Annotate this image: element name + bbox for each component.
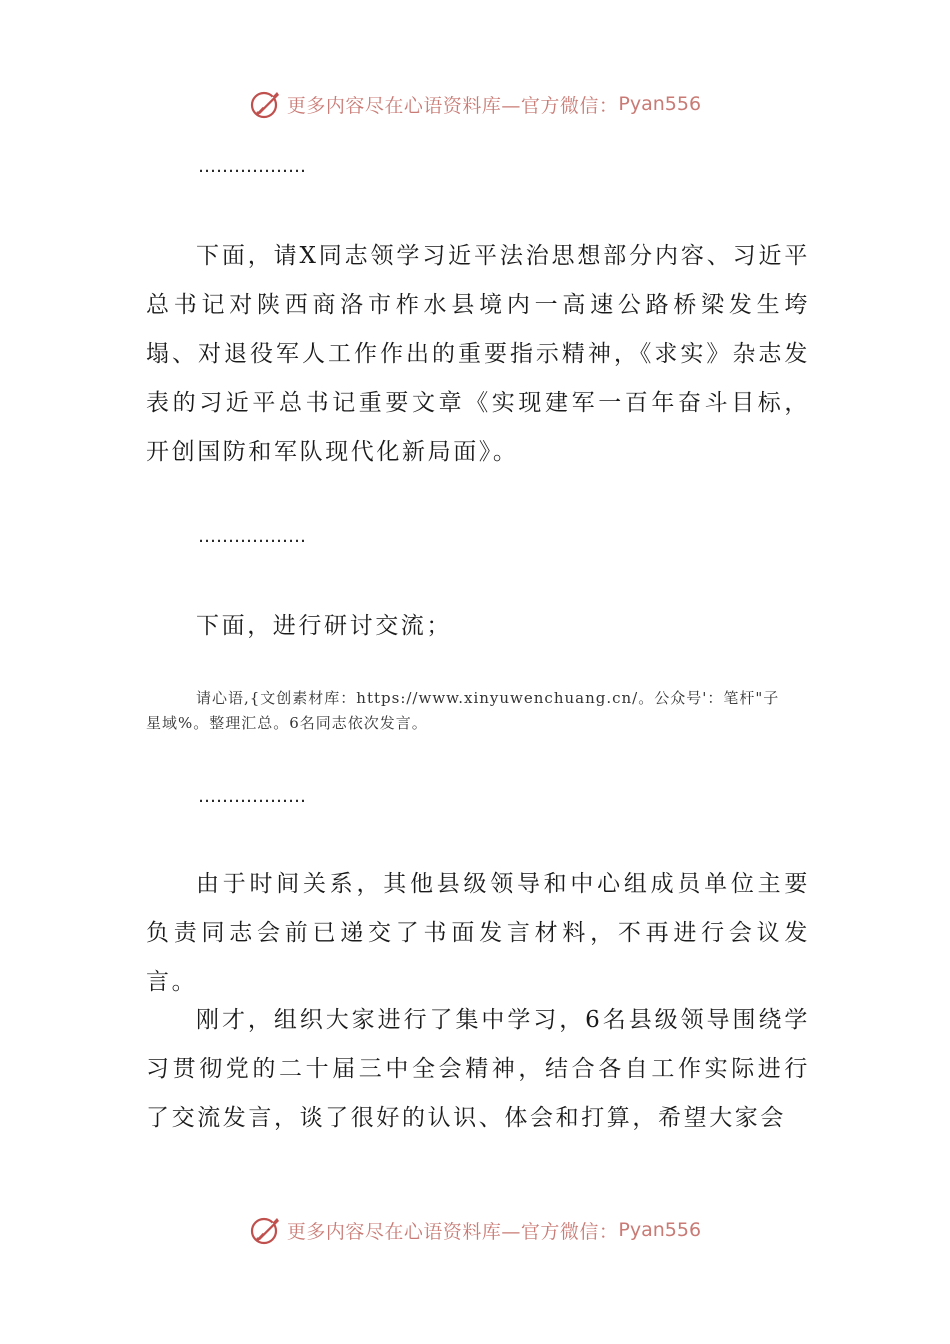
ellipsis-separator: ……………… <box>198 786 306 807</box>
source-note: 请心语,{文创素材库：https://www.xinyuwenchuang.cn/。公众号'：笔杆"子星域%。整理汇总。6名同志依次发言。 <box>146 689 780 732</box>
header-banner-text: 更多内容尽在心语资料库—官方微信： <box>286 94 619 117</box>
ellipsis-separator: ……………… <box>198 156 306 177</box>
footer-banner-text: 更多内容尽在心语资料库—官方微信： <box>286 1220 619 1243</box>
paragraph-study-lead: 下面，请X同志领学习近平法治思想部分内容、习近平总书记对陕西商洛市柞水县境内一高速公路桥梁发生垮塌、对退役军人工作作出的重要指示精神，《求实》杂志发表的习近平总书记重要文章《实现建军一百年奋斗目标，开创国防和军队现代化新局面》。 <box>146 243 810 465</box>
ellipsis-separator: ……………… <box>198 526 306 547</box>
quill-logo-icon <box>249 87 283 121</box>
paragraph-written-materials: 由于时间关系，其他县级领导和中心组成员单位主要负责同志会前已递交了书面发言材料，不再进行会议发言。 <box>146 871 810 995</box>
paragraph-discussion: 下面，进行研讨交流； <box>196 613 452 639</box>
footer-wechat-id: Pyan556 <box>618 1219 702 1241</box>
header-banner <box>0 84 950 124</box>
quill-logo-icon <box>249 1213 283 1247</box>
paragraph-summary: 刚才，组织大家进行了集中学习，6名县级领导围绕学习贯彻党的二十届三中全会精神，结合各自工作实际进行了交流发言，谈了很好的认识、体会和打算，希望大家会 <box>146 1007 810 1131</box>
header-wechat-id: Pyan556 <box>618 93 702 115</box>
footer-banner <box>0 1210 950 1250</box>
